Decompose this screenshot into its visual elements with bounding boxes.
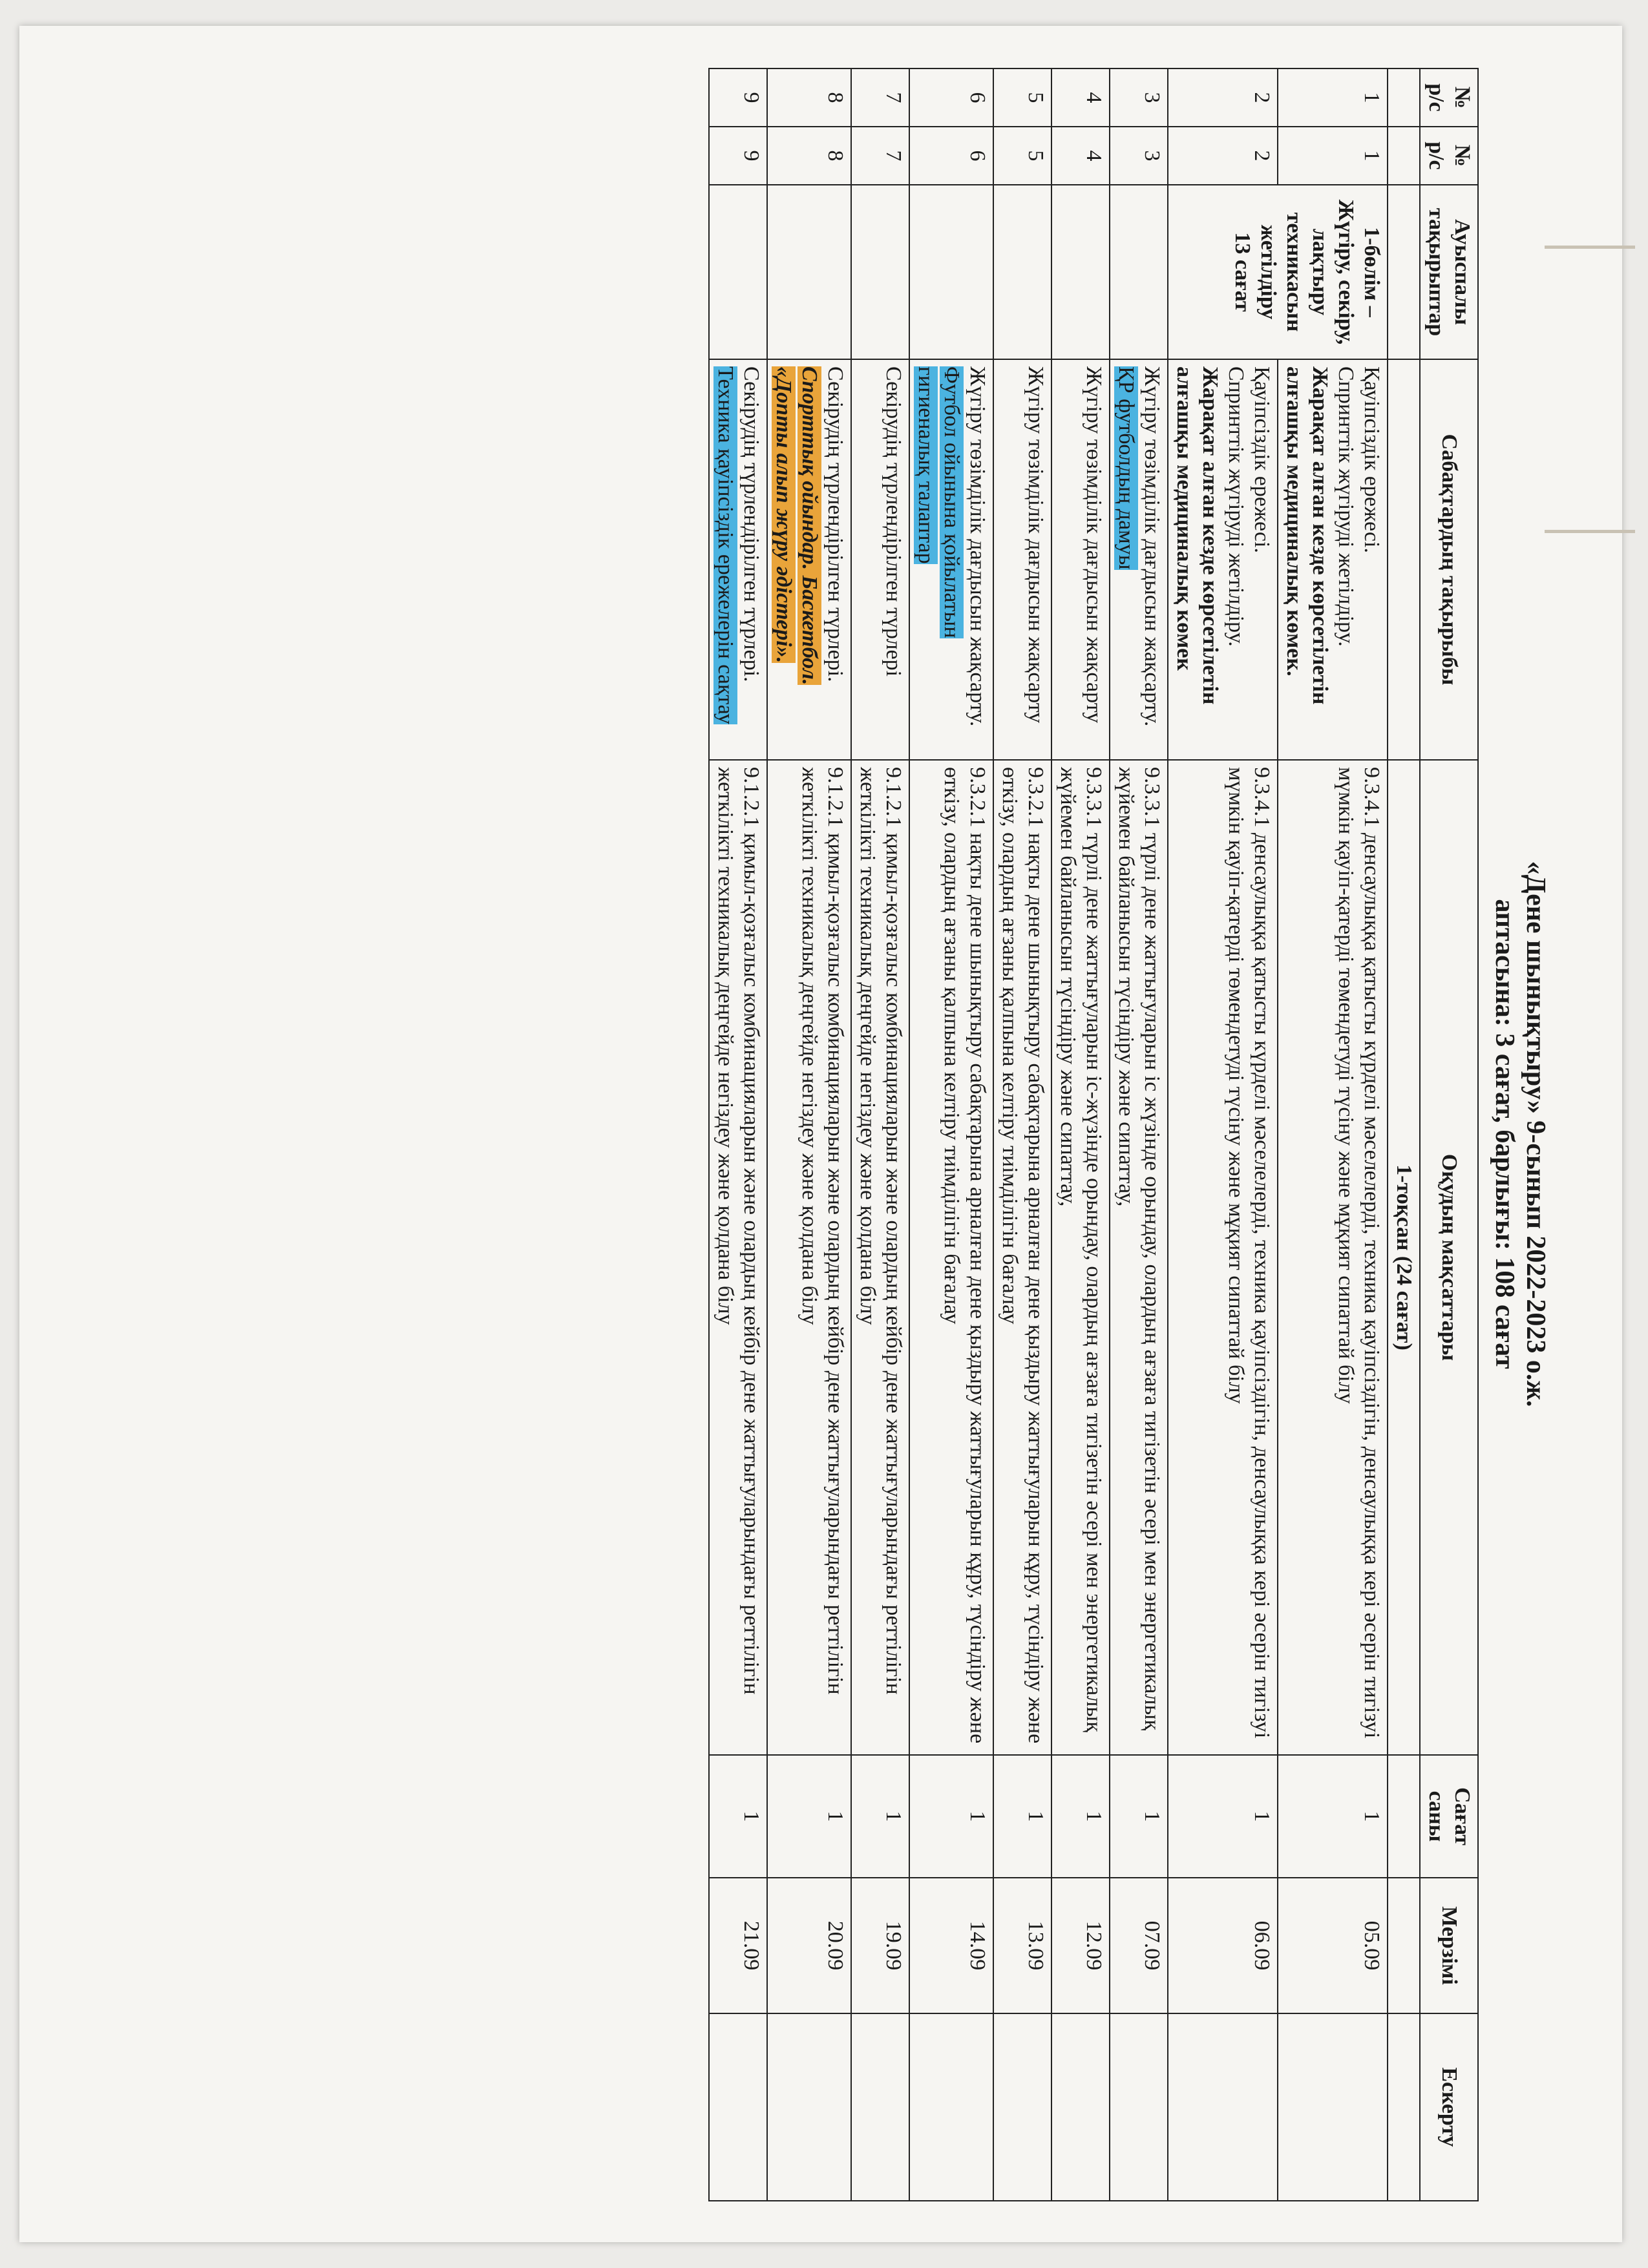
document-page (19, 26, 1622, 2242)
section-cell-empty (993, 185, 1051, 359)
table-row (1110, 68, 1168, 2201)
date-value: 19.09 (851, 1878, 909, 2013)
date-value: 06.09 (1168, 1878, 1278, 2013)
table-row (909, 68, 993, 2201)
topic-cell (1110, 359, 1168, 760)
hours-value: 1 (767, 1755, 851, 1878)
topic-cell (1278, 359, 1388, 760)
hours-value: 1 (709, 1755, 767, 1878)
note-cell (909, 2013, 993, 2201)
header-no-1: № р/с (1420, 68, 1478, 127)
section-cell-empty (709, 185, 767, 359)
highlighted-topic: Техника қауіпсіздік ережелерін сақтау (713, 366, 737, 725)
hours-value: 1 (1278, 1755, 1388, 1878)
row-no: 9 (709, 68, 767, 127)
highlighted-topic: Спорттық ойындар. Баскетбол. «Допты алып жүру әдістері». (772, 366, 821, 686)
row-no: 6 (909, 68, 993, 127)
hours-value: 1 (1051, 1755, 1110, 1878)
row-no: 2 (1168, 68, 1278, 127)
section-cell-empty (851, 185, 909, 359)
note-cell (767, 2013, 851, 2201)
topic-text: Жүгіру төзімділік дағдысын жақсарту. (966, 366, 989, 727)
table-row (1051, 68, 1110, 2201)
topic-cell (909, 359, 993, 760)
date-value: 20.09 (767, 1878, 851, 2013)
header-topic: Сабақтардың тақырыбы (1420, 359, 1478, 760)
topic-text: Спринттік жүгіруді жетілдіру. (1224, 366, 1248, 647)
header-date: Мерзімі (1420, 1878, 1478, 2013)
section-cell-empty (1110, 185, 1168, 359)
table-row (767, 68, 851, 2201)
hours-value: 1 (1110, 1755, 1168, 1878)
rotated-content (84, 68, 1558, 2200)
topic-text: Спринттік жүгіруді жетілдіру. (1334, 366, 1358, 647)
title-line-2: аптасына: 3 сағат, барлығы: 108 сағат (1490, 899, 1519, 1369)
objective-text: 9.1.2.1 қимыл-қозғалыс комбинацияларын және олардың кейбір дене жаттығуларындағы реттілігін жеткілікті техникалық деңгейде негіздеу және қолдана білу (767, 760, 851, 1755)
row-no: 4 (1051, 68, 1110, 127)
term-row (1388, 68, 1420, 2201)
binding-thread (1545, 246, 1635, 249)
hours-value: 1 (909, 1755, 993, 1878)
topic-text: Қауіпсіздік ережесі. (1360, 366, 1384, 553)
table-row (993, 68, 1051, 2201)
curriculum-table (708, 68, 1479, 2201)
date-value: 13.09 (993, 1878, 1051, 2013)
topic-text: Жүгіру төзімділік дағдысын жақсарту. (1140, 366, 1164, 727)
section-hours: 13 сағат (1231, 232, 1254, 312)
date-value: 05.09 (1278, 1878, 1388, 2013)
hours-value: 1 (851, 1755, 909, 1878)
objective-text: 9.1.2.1 қимыл-қозғалыс комбинацияларын және олардың кейбір дене жаттығуларындағы реттілігін жеткілікті техникалық деңгейде негіздеу және қолдана білу (851, 760, 909, 1755)
topic-cell (1168, 359, 1278, 760)
note-cell (1110, 2013, 1168, 2201)
table-row (851, 68, 909, 2201)
row-no: 3 (1110, 127, 1168, 185)
topic-text: Жарақат алған кезде көрсетілетін алғашқы медициналық көмек. (1282, 366, 1332, 705)
row-no: 6 (909, 127, 993, 185)
highlighted-topic: ҚР футболдың дамуы (1114, 366, 1138, 570)
note-cell (709, 2013, 767, 2201)
document-title (1489, 68, 1551, 2200)
topic-text: Жарақат алған кезде көрсетілетін алғашқы медициналық көмек (1172, 366, 1222, 705)
header-note: Ескерту (1420, 2013, 1478, 2201)
term-label: 1-тоқсан (24 сағат) (1388, 760, 1420, 1755)
topic-text: Секірудің түрлендірілген түрлері (851, 359, 909, 760)
topic-text: Жүгіру төзімділік дағдысын жақсарту (1051, 359, 1110, 760)
header-objectives: Оқудың мақсаттары (1420, 760, 1478, 1755)
note-cell (1168, 2013, 1278, 2201)
table-row (1278, 68, 1388, 2201)
row-no: 3 (1110, 68, 1168, 127)
row-no: 4 (1051, 127, 1110, 185)
date-value: 12.09 (1051, 1878, 1110, 2013)
topic-text: Секірудің түрлендірілген түрлері. (823, 366, 847, 682)
objective-text: 9.1.2.1 қимыл-қозғалыс комбинацияларын және олардың кейбір дене жаттығуларындағы реттілігін жеткілікті техникалық деңгейде негіздеу және қолдана білу (709, 760, 767, 1755)
header-hours: Сағат саны (1420, 1755, 1478, 1878)
header-no-2: № р/с (1420, 127, 1478, 185)
row-no: 7 (851, 68, 909, 127)
objective-text: 9.3.4.1 денсаулыққа қатысты күрделі мәселелерді, техника қауіпсіздігін, денсаулыққа кері әсерін тигізуі мүмкін қауіп-қатерді төмендетуді түсіну және мұқият сипаттай білу (1278, 760, 1388, 1755)
objective-text: 9.3.4.1 денсаулыққа қатысты күрделі мәселелерді, техника қауіпсіздігін, денсаулыққа кері әсерін тигізуі мүмкін қауіп-қатерді төмендетуді түсіну және мұқият сипаттай білу (1168, 760, 1278, 1755)
topic-text: Қауіпсіздік ережесі. (1250, 366, 1274, 553)
row-no: 8 (767, 127, 851, 185)
row-no: 7 (851, 127, 909, 185)
row-no: 8 (767, 68, 851, 127)
header-section: Ауыспалы тақырыптар (1420, 185, 1478, 359)
objective-text: 9.3.3.1 түрлі дене жаттығуларын іс-жүзінде орындау, олардың ағзаға тигізетін әсері мен энергетикалық жүйемен байланысын түсіндіру және сипаттау, (1051, 760, 1110, 1755)
binding-thread (1545, 530, 1635, 533)
highlighted-topic: Футбол ойынына қойылатын гигиеналық талаптар (914, 366, 964, 638)
row-no: 5 (993, 127, 1051, 185)
section-cell-empty (767, 185, 851, 359)
topic-text: Жүгіру төзімділік дағдысын жақсарту (993, 359, 1051, 760)
row-no: 1 (1278, 68, 1388, 127)
objective-text: 9.3.2.1 нақты дене шынықтыру сабақтарына арналған дене қыздыру жаттығуларын құру, түсіндіру және өткізу, олардың ағзаны қалпына келтіру тиімділігін бағалау (909, 760, 993, 1755)
note-cell (851, 2013, 909, 2201)
table-row (709, 68, 767, 2201)
date-value: 21.09 (709, 1878, 767, 2013)
row-no: 9 (709, 127, 767, 185)
objective-text: 9.3.3.1 түрлі дене жаттығуларын іс жүзінде орындау, олардың ағзаға тигізетін әсері мен энергетикалық жүйемен байланысын түсіндіру және сипаттау, (1110, 760, 1168, 1755)
title-line-1: «Дене шынықтыру» 9-сынып 2022-2023 о.ж. (1521, 861, 1550, 1407)
row-no: 1 (1278, 127, 1388, 185)
note-cell (1278, 2013, 1388, 2201)
date-value: 14.09 (909, 1878, 993, 2013)
topic-cell (709, 359, 767, 760)
table-row (1168, 68, 1278, 2201)
hours-value: 1 (993, 1755, 1051, 1878)
note-cell (993, 2013, 1051, 2201)
section-cell-empty (909, 185, 993, 359)
note-cell (1051, 2013, 1110, 2201)
hours-value: 1 (1168, 1755, 1278, 1878)
row-no: 2 (1168, 127, 1278, 185)
section-title: 1-бөлім – Жүгіру, секіру, лақтыру техникасын жетілдіру (1256, 199, 1384, 345)
topic-text: Секірудің түрлендірілген түрлері. (739, 366, 763, 682)
header-row (1420, 68, 1478, 2201)
section-cell-empty (1051, 185, 1110, 359)
row-no: 5 (993, 68, 1051, 127)
topic-cell (767, 359, 851, 760)
date-value: 07.09 (1110, 1878, 1168, 2013)
section-cell (1168, 185, 1388, 359)
objective-text: 9.3.2.1 нақты дене шынықтыру сабақтарына арналған дене қыздыру жаттығуларын құру, түсіндіру және өткізу, олардың ағзаны қалпына келтіру тиімділігін бағалау (993, 760, 1051, 1755)
